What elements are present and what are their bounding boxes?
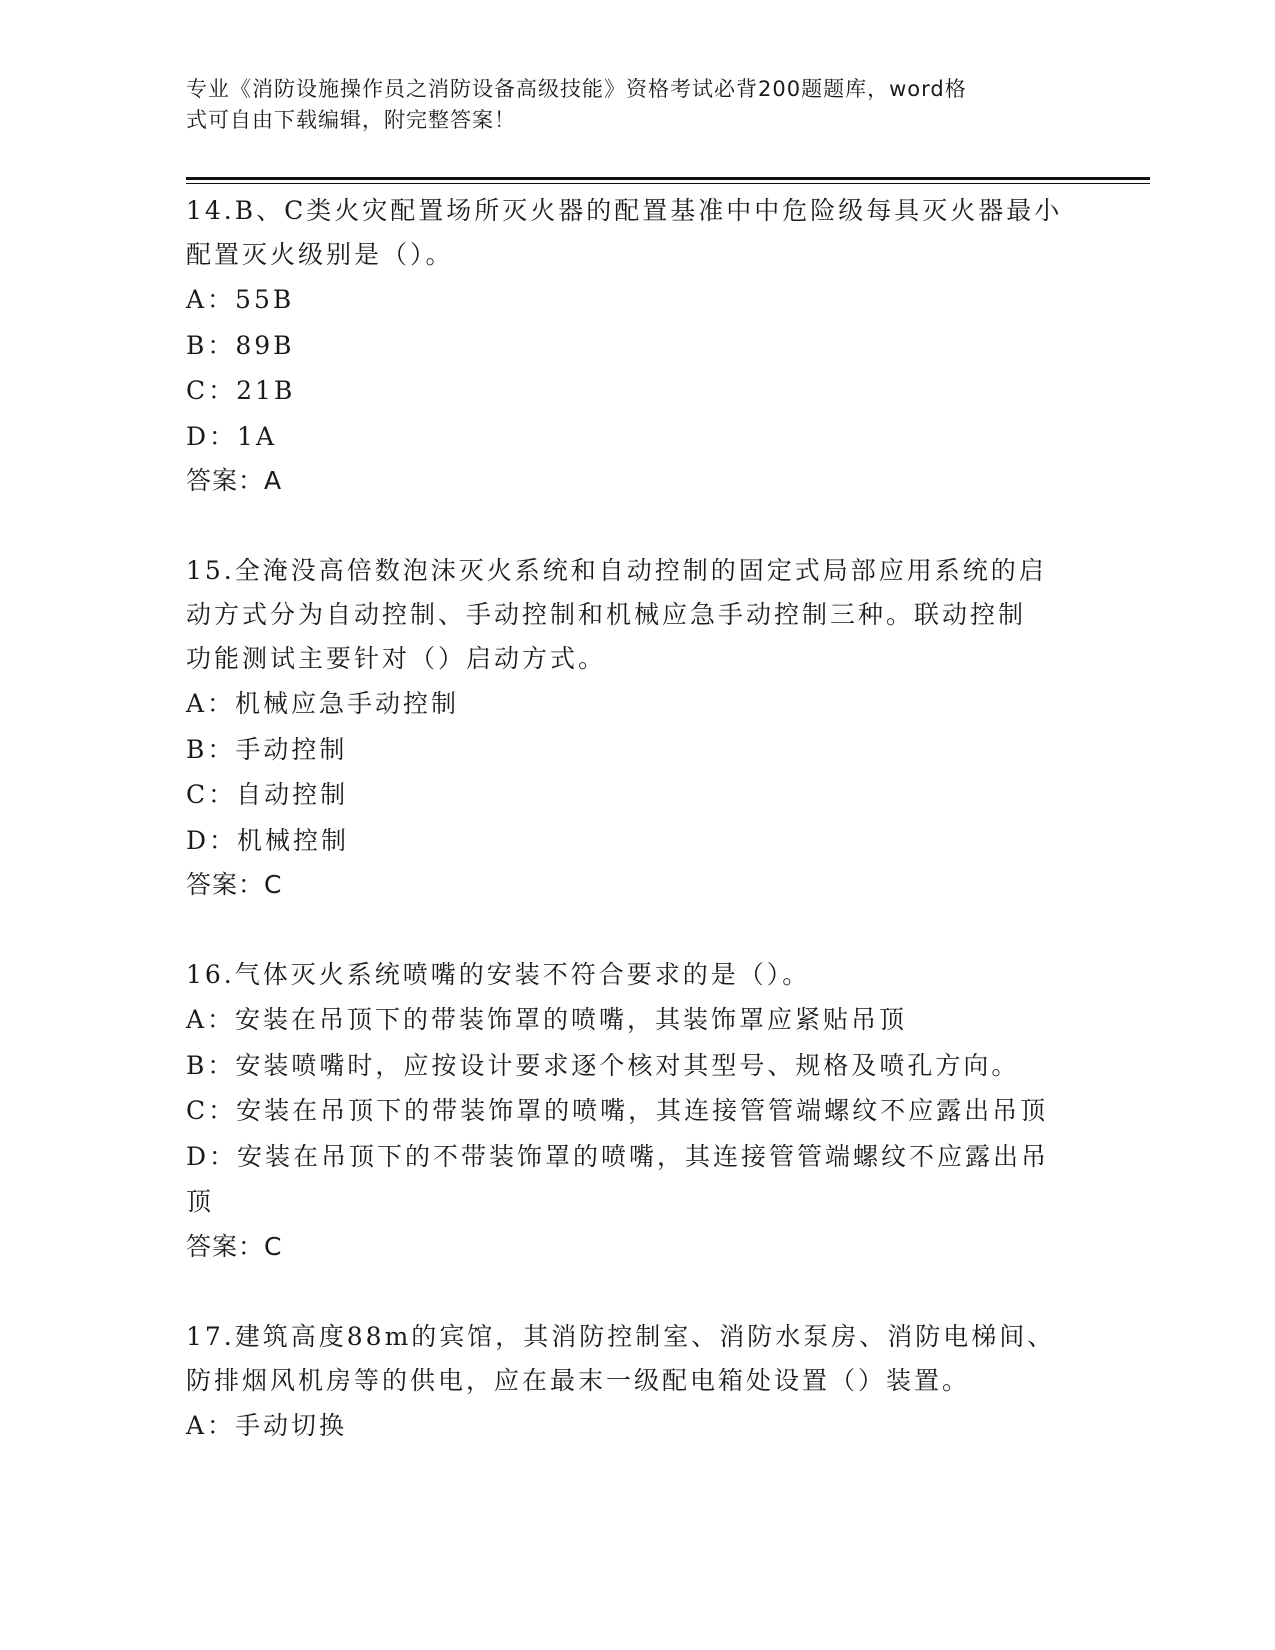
answer: 答案：C: [186, 870, 283, 899]
option-c: C：自动控制: [186, 780, 349, 809]
option-a: A：手动切换: [186, 1410, 348, 1440]
option-c: C：21B: [186, 376, 296, 405]
question-list: [186, 189, 1086, 1448]
question-stem: 功能测试主要针对（）启动方式。: [186, 644, 607, 673]
option-d: D：安装在吊顶下的不带装饰罩的喷嘴，其连接管管端螺纹不应露出吊: [186, 1141, 1050, 1171]
option-b: B：89B: [186, 330, 295, 360]
question-stem: 15.全淹没高倍数泡沫灭火系统和自动控制的固定式局部应用系统的启: [186, 556, 1047, 585]
option-b: B：手动控制: [186, 734, 348, 764]
question-16: [186, 953, 1086, 1269]
header-line-2: 式可自由下载编辑，附完整答案！: [186, 108, 516, 132]
answer: 答案：A: [186, 466, 283, 495]
question-stem: 17.建筑高度88m的宾馆，其消防控制室、消防水泵房、消防电梯间、: [186, 1321, 1056, 1351]
answer: 答案：C: [186, 1231, 283, 1261]
document-header: [186, 74, 1066, 136]
question-stem: 防排烟风机房等的供电，应在最末一级配电箱处设置（）装置。: [186, 1365, 971, 1395]
header-rule-thick: [186, 177, 1150, 180]
option-b: B：安装喷嘴时，应按设计要求逐个核对其型号、规格及喷孔方向。: [186, 1050, 1020, 1080]
question-14: [186, 189, 1086, 503]
question-stem: 14.B、C类火灾配置场所灭火器的配置基准中中危险级每具灭火器最小: [186, 196, 1063, 225]
option-d-continued: 顶: [186, 1187, 215, 1216]
question-stem: 16.气体灭火系统喷嘴的安装不符合要求的是（）。: [186, 960, 811, 989]
option-a: A：安装在吊顶下的带装饰罩的喷嘴，其装饰罩应紧贴吊顶: [186, 1005, 908, 1034]
question-stem: 配置灭火级别是（）。: [186, 240, 454, 269]
question-stem: 动方式分为自动控制、手动控制和机械应急手动控制三种。联动控制: [186, 600, 1027, 629]
option-a: A：55B: [186, 285, 295, 314]
question-17: [186, 1315, 1086, 1449]
option-d: D：机械控制: [186, 825, 350, 855]
option-d: D：1A: [186, 421, 278, 451]
header-rule-thin: [186, 183, 1150, 184]
header-line-1: 专业《消防设施操作员之消防设备高级技能》资格考试必背200题题库，word格: [186, 77, 967, 101]
option-c: C：安装在吊顶下的带装饰罩的喷嘴，其连接管管端螺纹不应露出吊顶: [186, 1096, 1049, 1125]
question-15: [186, 549, 1086, 907]
option-a: A：机械应急手动控制: [186, 689, 460, 718]
